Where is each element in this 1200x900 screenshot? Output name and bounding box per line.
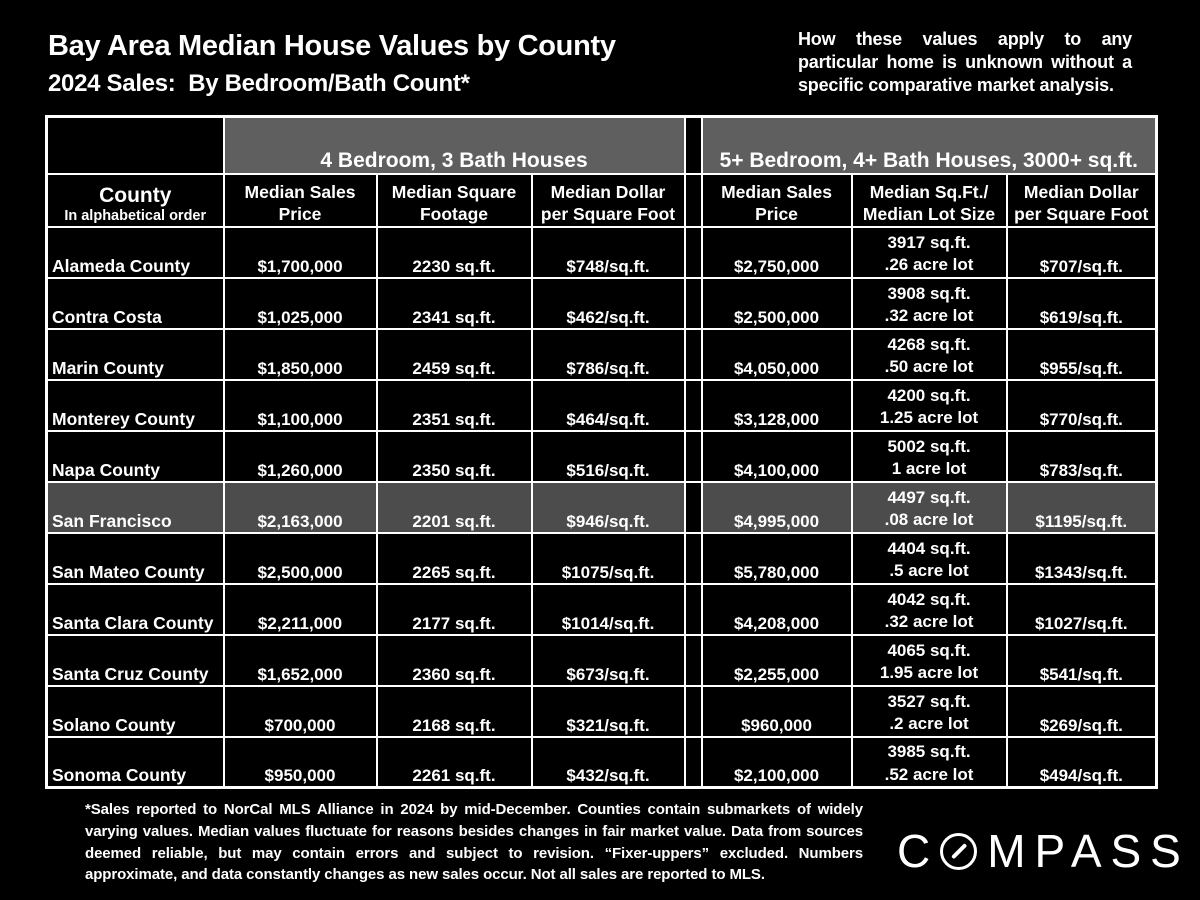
- value-cell: [852, 686, 1007, 737]
- value-cell: 2177 sq.ft.: [377, 584, 532, 635]
- header-line: Median Sales: [721, 181, 832, 202]
- compass-logo-letters: MPASS: [987, 825, 1190, 877]
- separator-cell: [685, 278, 702, 329]
- value-cell: $1195/sq.ft.: [1007, 482, 1157, 533]
- separator-cell: [685, 686, 702, 737]
- table-row: [47, 635, 1157, 686]
- value-cell: $516/sq.ft.: [532, 431, 685, 482]
- value-cell: $1014/sq.ft.: [532, 584, 685, 635]
- value-cell: $4,995,000: [702, 482, 852, 533]
- header-line: per Square Foot: [1014, 203, 1149, 224]
- separator-cell: [685, 227, 702, 278]
- value-cell: $2,163,000: [224, 482, 377, 533]
- value-cell: [852, 380, 1007, 431]
- table-row: [47, 431, 1157, 482]
- value-cell: 2351 sq.ft.: [377, 380, 532, 431]
- county-cell: Santa Cruz County: [47, 635, 224, 686]
- separator-cell: [685, 380, 702, 431]
- value-line: 1.25 acre lot: [879, 408, 979, 428]
- group-header-4bed: 4 Bedroom, 3 Bath Houses: [224, 117, 685, 174]
- value-cell: $1,850,000: [224, 329, 377, 380]
- value-cell: [852, 278, 1007, 329]
- value-cell: [852, 737, 1007, 788]
- group-header-row: [47, 117, 1157, 174]
- value-cell: [852, 431, 1007, 482]
- separator-cell: [685, 329, 702, 380]
- value-cell: 2201 sq.ft.: [377, 482, 532, 533]
- value-line: .2 acre lot: [889, 714, 969, 734]
- value-cell: $494/sq.ft.: [1007, 737, 1157, 788]
- value-cell: $707/sq.ft.: [1007, 227, 1157, 278]
- header-line: per Square Foot: [540, 203, 676, 224]
- county-cell: Santa Clara County: [47, 584, 224, 635]
- separator-cell: [685, 737, 702, 788]
- table-row: [47, 584, 1157, 635]
- header-line: Price: [755, 203, 798, 224]
- separator-cell: [685, 482, 702, 533]
- value-cell: [852, 584, 1007, 635]
- value-cell: 2265 sq.ft.: [377, 533, 532, 584]
- separator-cell: [685, 635, 702, 686]
- value-line: .08 acre lot: [884, 510, 974, 530]
- value-cell: $955/sq.ft.: [1007, 329, 1157, 380]
- table-row: [47, 482, 1157, 533]
- value-line: .5 acre lot: [889, 561, 969, 581]
- value-cell: [852, 329, 1007, 380]
- value-line: 4042 sq.ft.: [887, 589, 971, 609]
- separator-cell: [685, 117, 702, 174]
- value-cell: $3,128,000: [702, 380, 852, 431]
- value-line: 4404 sq.ft.: [887, 538, 971, 558]
- value-cell: $770/sq.ft.: [1007, 380, 1157, 431]
- separator-cell: [685, 584, 702, 635]
- corner-cell: [47, 117, 224, 174]
- value-cell: 2341 sq.ft.: [377, 278, 532, 329]
- value-cell: 2360 sq.ft.: [377, 635, 532, 686]
- value-cell: $1027/sq.ft.: [1007, 584, 1157, 635]
- value-cell: 2261 sq.ft.: [377, 737, 532, 788]
- header-line: Price: [278, 203, 322, 224]
- value-cell: 2230 sq.ft.: [377, 227, 532, 278]
- value-cell: $2,500,000: [224, 533, 377, 584]
- county-cell: Alameda County: [47, 227, 224, 278]
- compass-logo: [897, 824, 1190, 878]
- value-cell: $4,050,000: [702, 329, 852, 380]
- value-cell: $1075/sq.ft.: [532, 533, 685, 584]
- column-header: [1007, 174, 1157, 227]
- value-line: .26 acre lot: [884, 255, 974, 275]
- value-cell: $432/sq.ft.: [532, 737, 685, 788]
- footnote-disclaimer: *Sales reported to NorCal MLS Alliance in 2024 by mid-December. Counties contain submarkets of widely varying values. Median values fluctuate for reasons besides changes in fair market value. Data from sources deemed reliable, but may contain errors and subject to revision. “Fixer-uppers” excluded. Numbers approximate, and data constantly changes as new sales occur. Not all sales are reported to MLS.: [85, 801, 863, 884]
- value-cell: $786/sq.ft.: [532, 329, 685, 380]
- separator-cell: [685, 431, 702, 482]
- county-cell: San Francisco: [47, 482, 224, 533]
- value-line: .32 acre lot: [884, 612, 974, 632]
- value-line: 3908 sq.ft.: [887, 283, 971, 303]
- value-cell: 2350 sq.ft.: [377, 431, 532, 482]
- value-line: .32 acre lot: [884, 306, 974, 326]
- value-cell: $1,025,000: [224, 278, 377, 329]
- value-cell: $960,000: [702, 686, 852, 737]
- value-line: 1.95 acre lot: [879, 663, 979, 683]
- county-header-label: County: [99, 184, 172, 208]
- value-cell: $2,500,000: [702, 278, 852, 329]
- value-line: 5002 sq.ft.: [887, 436, 971, 456]
- value-cell: $783/sq.ft.: [1007, 431, 1157, 482]
- value-cell: $321/sq.ft.: [532, 686, 685, 737]
- county-cell: Marin County: [47, 329, 224, 380]
- county-cell: Solano County: [47, 686, 224, 737]
- value-cell: [852, 482, 1007, 533]
- county-header-subtext: In alphabetical order: [64, 208, 207, 225]
- value-cell: $5,780,000: [702, 533, 852, 584]
- value-cell: $2,100,000: [702, 737, 852, 788]
- median-values-table: [45, 115, 1158, 789]
- table-row: [47, 278, 1157, 329]
- county-cell: San Mateo County: [47, 533, 224, 584]
- county-cell: Sonoma County: [47, 737, 224, 788]
- value-cell: [852, 227, 1007, 278]
- header-line: Footage: [419, 203, 489, 224]
- table-row: [47, 533, 1157, 584]
- header-line: Median Dollar: [550, 181, 666, 202]
- county-cell: Contra Costa: [47, 278, 224, 329]
- value-cell: $269/sq.ft.: [1007, 686, 1157, 737]
- value-cell: $1,260,000: [224, 431, 377, 482]
- value-cell: [852, 533, 1007, 584]
- value-line: 4065 sq.ft.: [887, 640, 971, 660]
- separator-cell: [685, 533, 702, 584]
- column-header: [224, 174, 377, 227]
- compass-needle-o-icon: [940, 833, 977, 870]
- value-line: .52 acre lot: [884, 764, 974, 784]
- value-cell: $748/sq.ft.: [532, 227, 685, 278]
- table-row: [47, 329, 1157, 380]
- compass-needle-slash-icon: [951, 843, 967, 859]
- table-row: [47, 227, 1157, 278]
- value-cell: $1,100,000: [224, 380, 377, 431]
- value-line: 3985 sq.ft.: [887, 742, 971, 762]
- value-line: 4268 sq.ft.: [887, 334, 971, 354]
- header-line: Median Square: [391, 181, 517, 202]
- value-cell: $4,208,000: [702, 584, 852, 635]
- value-line: 3917 sq.ft.: [887, 232, 971, 252]
- value-cell: $541/sq.ft.: [1007, 635, 1157, 686]
- separator-cell: [685, 174, 702, 227]
- value-cell: $1,700,000: [224, 227, 377, 278]
- value-cell: $2,211,000: [224, 584, 377, 635]
- header-line: Median Lot Size: [862, 203, 996, 224]
- header-line: Median Sq.Ft./: [869, 181, 989, 202]
- value-cell: $462/sq.ft.: [532, 278, 685, 329]
- header-line: Median Sales: [244, 181, 356, 202]
- value-cell: $2,750,000: [702, 227, 852, 278]
- value-cell: 2168 sq.ft.: [377, 686, 532, 737]
- table-row: [47, 686, 1157, 737]
- table-row: [47, 737, 1157, 788]
- table-body: [47, 227, 1157, 788]
- value-line: 1 acre lot: [891, 459, 967, 479]
- column-header-row: [47, 174, 1157, 227]
- page-title: Bay Area Median House Values by County: [48, 30, 616, 62]
- value-cell: [852, 635, 1007, 686]
- column-header: [532, 174, 685, 227]
- county-column-header: [47, 174, 224, 227]
- column-header: [852, 174, 1007, 227]
- county-cell: Monterey County: [47, 380, 224, 431]
- column-header: [702, 174, 852, 227]
- value-cell: $673/sq.ft.: [532, 635, 685, 686]
- column-header: [377, 174, 532, 227]
- value-line: 3527 sq.ft.: [887, 691, 971, 711]
- value-cell: $4,100,000: [702, 431, 852, 482]
- page-subtitle: 2024 Sales: By Bedroom/Bath Count*: [48, 70, 470, 97]
- caveat-note: How these values apply to any particular home is unknown without a specific comparative market analysis.: [798, 29, 1132, 96]
- value-line: 4200 sq.ft.: [887, 385, 971, 405]
- value-cell: $950,000: [224, 737, 377, 788]
- value-cell: 2459 sq.ft.: [377, 329, 532, 380]
- value-line: .50 acre lot: [884, 357, 974, 377]
- county-cell: Napa County: [47, 431, 224, 482]
- header-line: Median Dollar: [1023, 181, 1139, 202]
- value-cell: $619/sq.ft.: [1007, 278, 1157, 329]
- value-cell: $1343/sq.ft.: [1007, 533, 1157, 584]
- table-row: [47, 380, 1157, 431]
- value-cell: $1,652,000: [224, 635, 377, 686]
- value-cell: $464/sq.ft.: [532, 380, 685, 431]
- compass-logo-letter: C: [897, 825, 940, 877]
- group-header-5bed: 5+ Bedroom, 4+ Bath Houses, 3000+ sq.ft.: [702, 117, 1157, 174]
- value-cell: $2,255,000: [702, 635, 852, 686]
- value-cell: $946/sq.ft.: [532, 482, 685, 533]
- value-cell: $700,000: [224, 686, 377, 737]
- value-line: 4497 sq.ft.: [887, 487, 971, 507]
